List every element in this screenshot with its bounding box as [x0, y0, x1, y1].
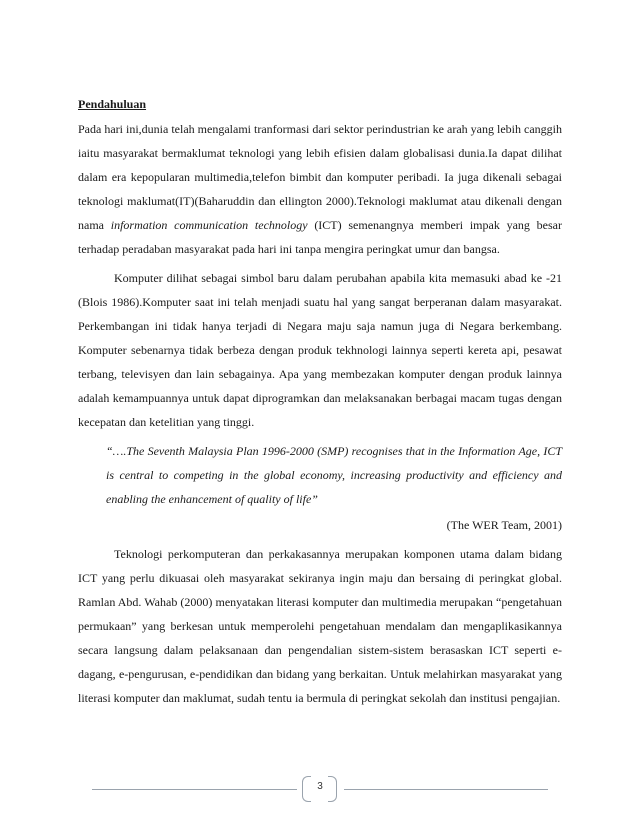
page-footer — [92, 774, 548, 804]
paragraph-technology: Teknologi perkomputeran dan perkakasannya merupakan komponen utama dalam bidang ICT yang perlu dikuasai oleh masyarakat sekiranya ingin maju dan bersaing di peringkat global. Ramlan Abd. Wahab (2000) menyatakan literasi komputer dan multimedia merupakan “pengetahuan permukaan” yang berkesan untuk memperolehi pengetahuan mendalam dan mengaplikasikannya secara langsung dalam pelaksanaan dan pengendalian sistem-sistem berasaskan ICT seperti e-dagang, e-pengurusan, e-pendidikan dan bidang yang berkaitan. Untuk melahirkan masyarakat yang literasi komputer dan maklumat, sudah tentu ia bermula di peringkat sekolah dan institusi pengajian. — [78, 547, 562, 705]
page-number: 3 — [317, 781, 323, 792]
paragraph-intro-text-b: (ICT) semenangnya memberi impak yang besar terhadap peradaban masyarakat pada hari ini tanpa mengira peringkat umur dan bangsa. — [78, 218, 562, 256]
footer-rule-right — [344, 789, 548, 790]
paragraph-intro-italic-term: information communication technology — [110, 218, 308, 232]
block-quote: “….The Seventh Malaysia Plan 1996-2000 (SMP) recognises that in the Information Age, ICT is central to competing in the global economy, increasing productivity and efficiency and enabling the enhancement of quality of life” — [106, 444, 562, 506]
footer-bracket-right — [328, 776, 337, 802]
quote-citation: (The WER Team, 2001) — [446, 518, 562, 532]
paragraph-computer: Komputer dilihat sebagai simbol baru dalam perubahan apabila kita memasuki abad ke -21 (Blois 1986).Komputer saat ini telah menjadi suatu hal yang sangat berperanan dalam masyarakat. Perkembangan ini tidak hanya terjadi di Negara maju saja namun juga di Negara berkembang. Komputer sebenarnya tidak berbeza dengan produk tekhnologi lainnya seperti kereta api, pesawat terbang, televisyen dan lain sebagainya. Apa yang membezakan komputer dengan produk lainnya adalah kemampuannya untuk dapat diprogramkan dan melaksanakan berbagai macam tugas dengan kecepatan dan ketelitian yang tinggi. — [78, 271, 562, 429]
footer-rule-left — [92, 789, 297, 790]
paragraph-intro — [78, 117, 562, 261]
document-page — [78, 96, 562, 715]
paragraph-intro-text-a: Pada hari ini,dunia telah mengalami tranformasi dari sektor perindustrian ke arah yang lebih canggih iaitu masyarakat bermaklumat teknologi yang lebih efisien dalam globalisasi dunia.Ia dapat dilihat dalam era kepopularan multimedia,telefon bimbit dan komputer peribadi. Ia juga dikenali sebagai teknologi maklumat(IT)(Baharuddin dan ellington 2000).Teknologi maklumat atau dikenali dengan nama — [78, 122, 562, 232]
section-heading: Pendahuluan — [78, 97, 147, 111]
